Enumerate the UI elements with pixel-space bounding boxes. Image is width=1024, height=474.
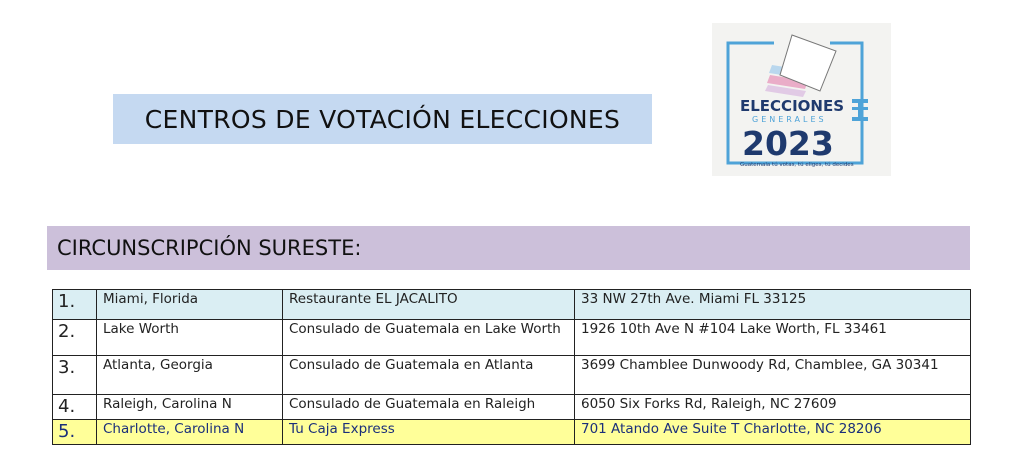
row-city: Lake Worth xyxy=(97,320,283,356)
row-place: Tu Caja Express xyxy=(283,420,575,445)
logo-line1: ELECCIONES xyxy=(740,97,845,115)
row-number: 5. xyxy=(53,420,97,445)
row-number: 1. xyxy=(53,290,97,320)
voting-centers-table xyxy=(52,289,971,445)
region-heading: CIRCUNSCRIPCIÓN SURESTE: xyxy=(47,226,970,270)
row-city: Charlotte, Carolina N xyxy=(97,420,283,445)
row-city: Raleigh, Carolina N xyxy=(97,395,283,420)
table-row xyxy=(53,290,971,320)
logo-line2: GENERALES xyxy=(752,115,827,124)
row-place: Consulado de Guatemala en Lake Worth xyxy=(283,320,575,356)
row-address: 1926 10th Ave N #104 Lake Worth, FL 33461 xyxy=(575,320,971,356)
elecciones-logo xyxy=(712,23,891,176)
row-address: 701 Atando Ave Suite T Charlotte, NC 28206 xyxy=(575,420,971,445)
table-row xyxy=(53,356,971,395)
row-place: Consulado de Guatemala en Atlanta xyxy=(283,356,575,395)
table-row xyxy=(53,320,971,356)
logo-tagline: Guatemala tú votas, tú eliges, tú decides xyxy=(740,162,854,168)
table-row xyxy=(53,395,971,420)
row-city: Miami, Florida xyxy=(97,290,283,320)
row-place: Consulado de Guatemala en Raleigh xyxy=(283,395,575,420)
page-title: CENTROS DE VOTACIÓN ELECCIONES xyxy=(113,94,652,144)
row-number: 4. xyxy=(53,395,97,420)
row-city: Atlanta, Georgia xyxy=(97,356,283,395)
row-address: 33 NW 27th Ave. Miami FL 33125 xyxy=(575,290,971,320)
table-row xyxy=(53,420,971,445)
row-place: Restaurante EL JACALITO xyxy=(283,290,575,320)
row-address: 3699 Chamblee Dunwoody Rd, Chamblee, GA 30341 xyxy=(575,356,971,395)
logo-year: 2023 xyxy=(742,124,834,163)
row-number: 3. xyxy=(53,356,97,395)
row-address: 6050 Six Forks Rd, Raleigh, NC 27609 xyxy=(575,395,971,420)
row-number: 2. xyxy=(53,320,97,356)
